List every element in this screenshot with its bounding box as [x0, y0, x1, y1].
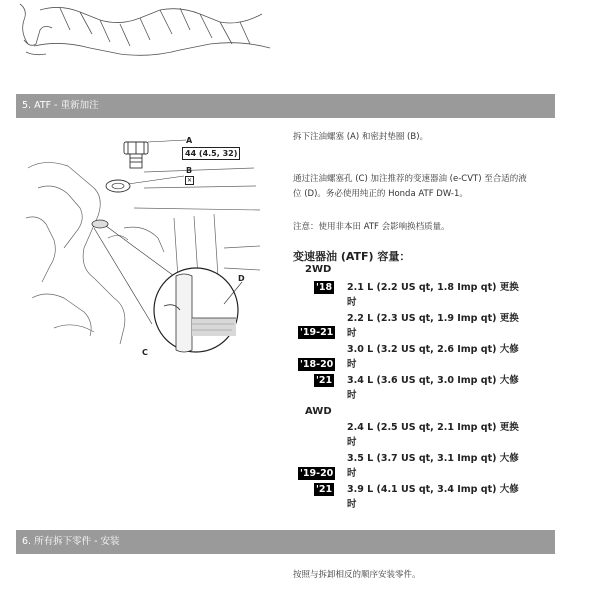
- section-header-atf-refill: 5. ATF - 重新加注: [16, 94, 555, 118]
- replace-part-icon: ✕: [186, 177, 193, 184]
- capacity-suffix: 时: [347, 499, 357, 510]
- callout-a: A: [186, 136, 193, 145]
- capacity-value: 2.2 L (2.3 US qt, 1.9 Imp qt) 更换: [347, 313, 519, 324]
- previous-step-illustration: [0, 0, 280, 58]
- capacity-entry: [347, 280, 527, 310]
- capacity-value: 3.0 L (3.2 US qt, 2.6 Imp qt) 大修: [347, 344, 519, 355]
- capacity-value: 3.4 L (3.6 US qt, 3.0 Imp qt) 大修: [347, 375, 519, 386]
- refill-instruction-line1: 通过注油螺塞孔 (C) 加注推荐的变速器油 (e-CVT) 至合适的液: [293, 174, 527, 184]
- capacity-suffix: 时: [347, 390, 357, 401]
- capacity-suffix: 时: [347, 328, 357, 339]
- atf-note: 注意：使用非本田 ATF 会影响换档质量。: [293, 222, 450, 232]
- year-badge: '18-20: [300, 359, 334, 370]
- torque-spec: 44 (4.5, 32): [182, 147, 240, 160]
- capacity-suffix: 时: [347, 359, 357, 370]
- year-badge: '19-20: [300, 468, 334, 479]
- refill-instruction-line2: 位 (D)。务必使用纯正的 Honda ATF DW-1。: [293, 189, 468, 199]
- callout-d: D: [238, 274, 245, 283]
- remove-plug-instruction: 拆下注油螺塞 (A) 和密封垫圈 (B)。: [293, 132, 429, 142]
- capacity-entry: [347, 311, 527, 341]
- year-badge: '21: [316, 484, 333, 495]
- install-instruction: 按照与拆卸相反的顺序安装零件。: [293, 570, 421, 580]
- atf-refill-illustration: [24, 128, 260, 360]
- section-header-install-parts: 6. 所有拆下零件 - 安装: [16, 530, 555, 554]
- capacity-entry: [347, 342, 527, 372]
- callout-b: B: [186, 166, 193, 175]
- year-badge: '18: [316, 282, 333, 293]
- group-label-awd: AWD: [305, 406, 332, 417]
- capacity-value: 3.5 L (3.7 US qt, 3.1 Imp qt) 大修: [347, 453, 519, 464]
- capacity-value: 2.1 L (2.2 US qt, 1.8 Imp qt) 更换: [347, 282, 519, 293]
- capacity-entry: [347, 420, 527, 450]
- callout-c: C: [142, 348, 148, 357]
- capacity-suffix: 时: [347, 437, 357, 448]
- capacity-value: 3.9 L (4.1 US qt, 3.4 Imp qt) 大修: [347, 484, 519, 495]
- year-badge: '21: [316, 375, 333, 386]
- capacity-entry: [347, 451, 527, 481]
- year-badge: '19-21: [300, 327, 334, 338]
- capacity-suffix: 时: [347, 297, 357, 308]
- capacity-entry: [347, 373, 527, 403]
- capacity-value: 2.4 L (2.5 US qt, 2.1 Imp qt) 更换: [347, 422, 519, 433]
- group-label-2wd: 2WD: [305, 264, 332, 275]
- capacity-entry: [347, 482, 527, 512]
- capacity-title: 变速器油 (ATF) 容量：: [293, 250, 411, 263]
- capacity-suffix: 时: [347, 468, 357, 479]
